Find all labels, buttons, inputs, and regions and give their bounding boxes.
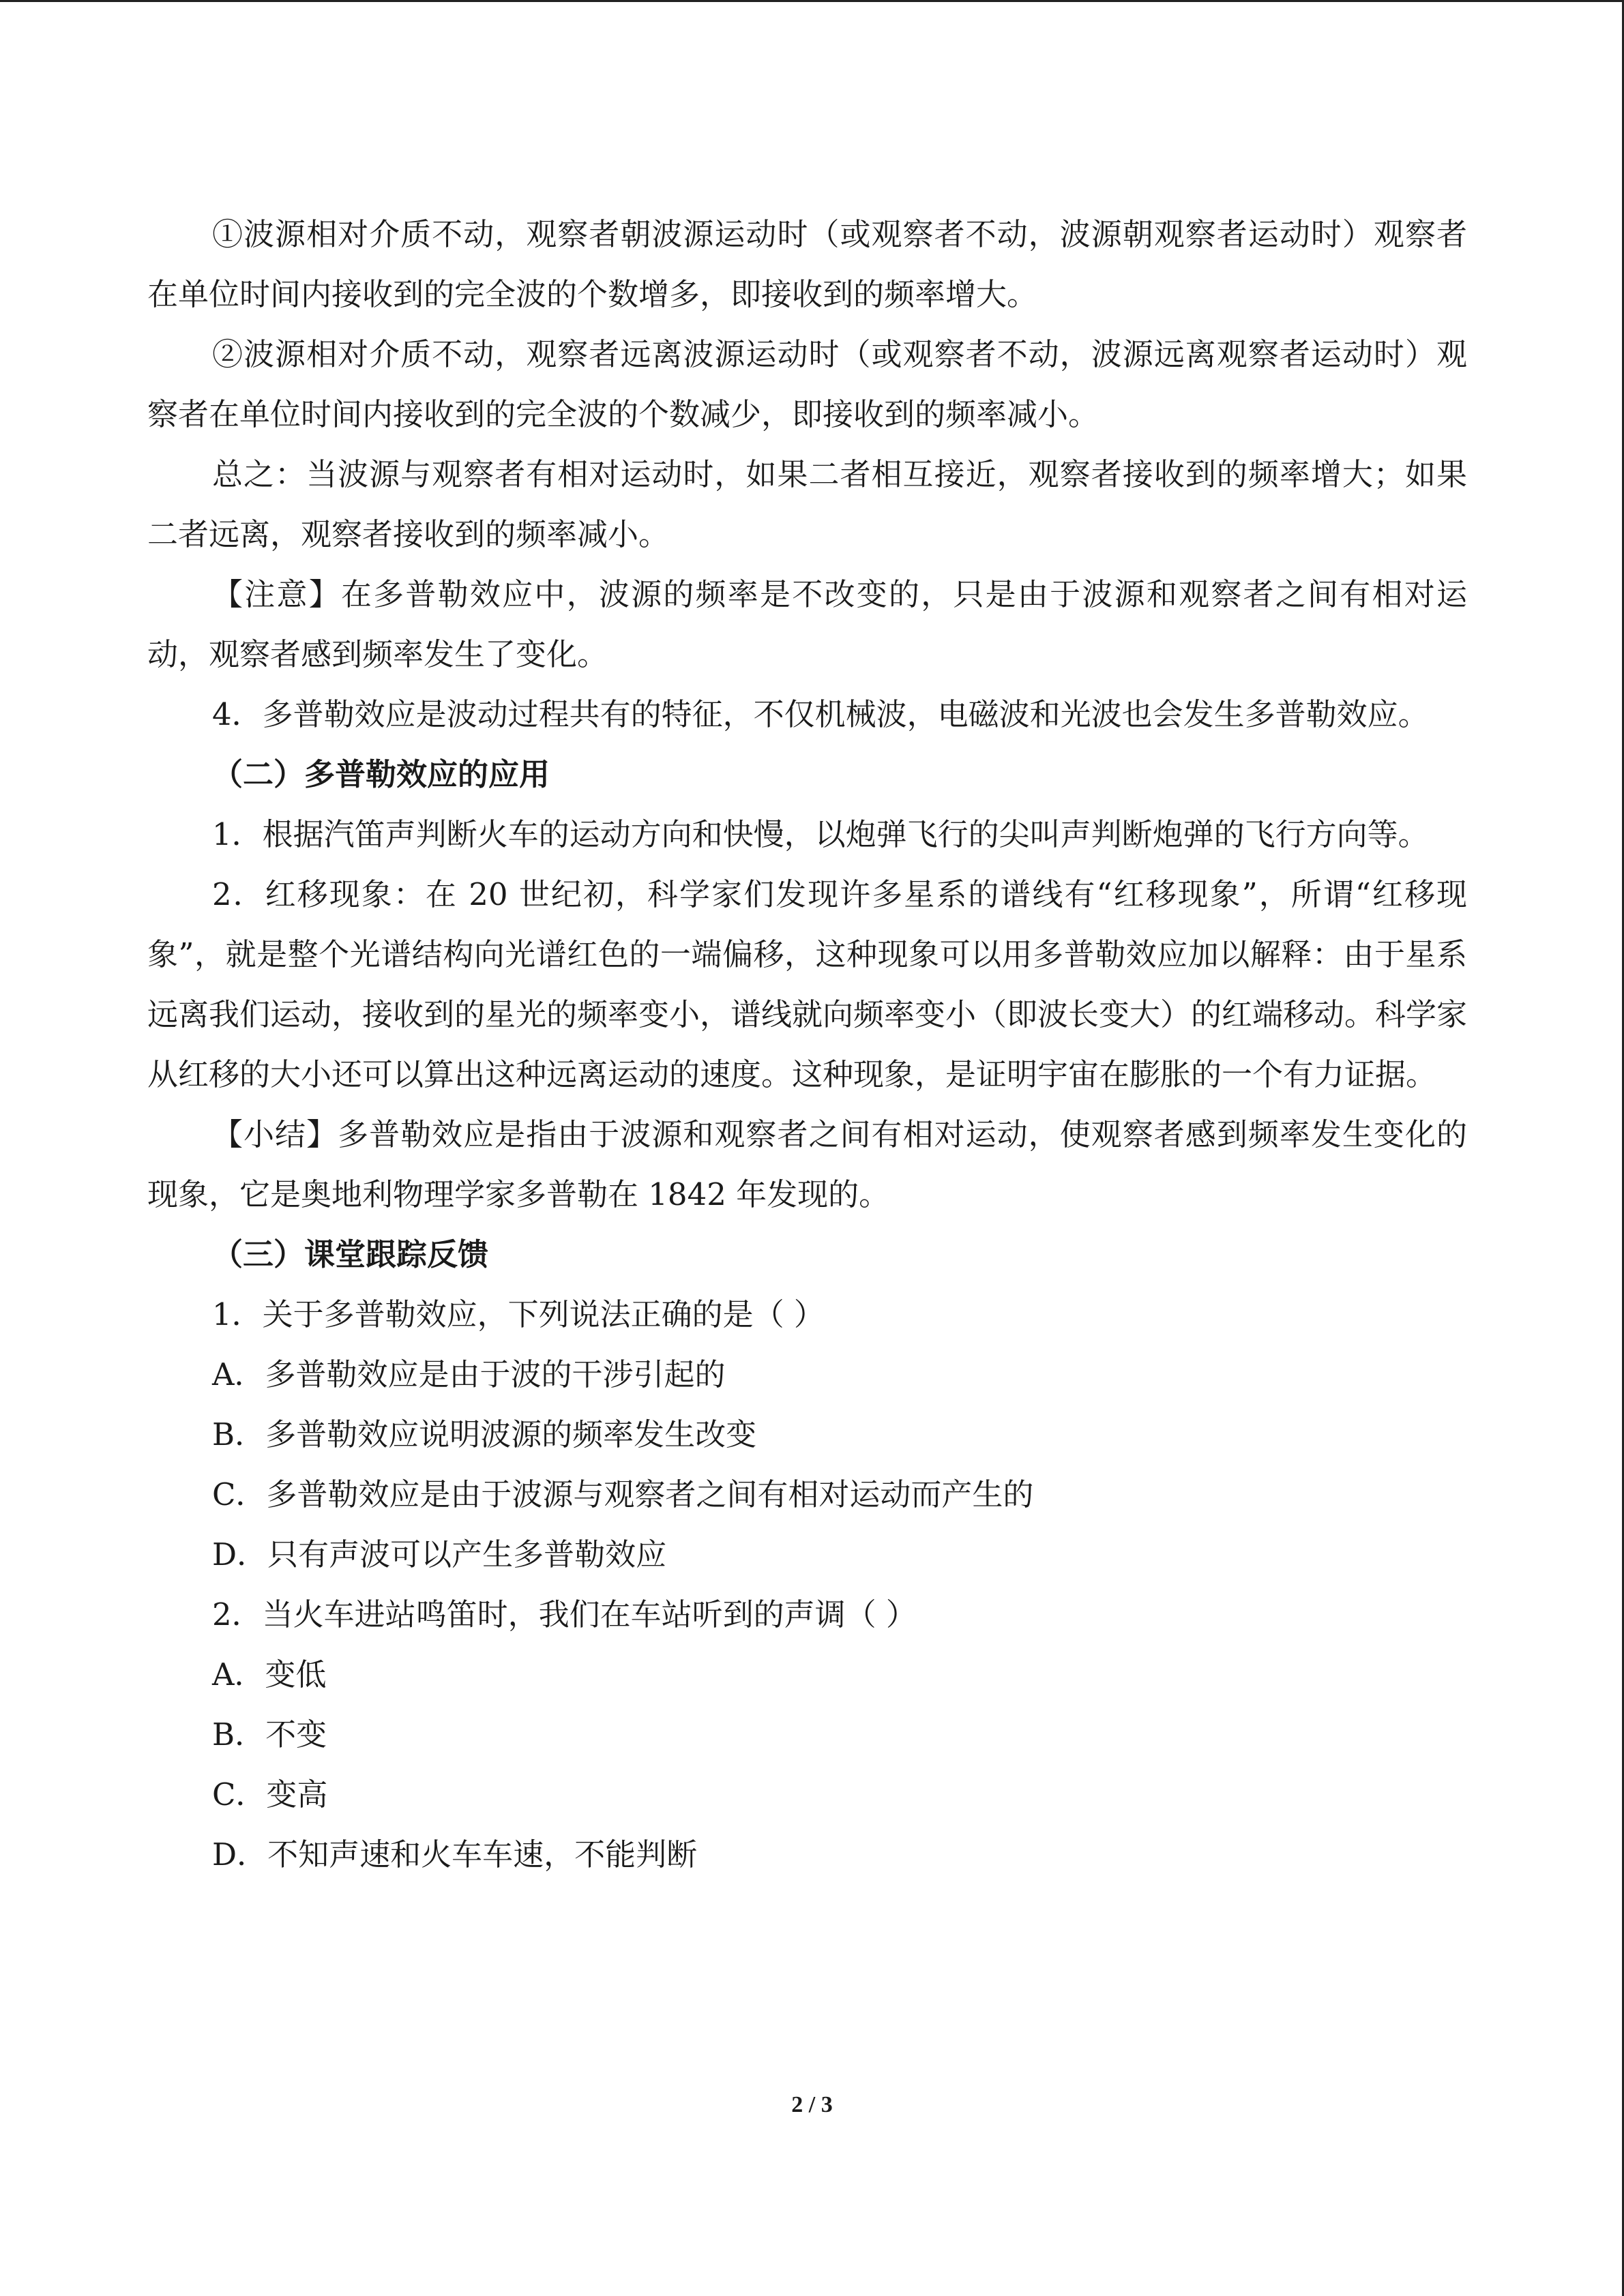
paragraph-point-4: 4．多普勒效应是波动过程共有的特征，不仅机械波，电磁波和光波也会发生多普勒效应。 <box>212 696 1429 732</box>
question-stem: 2．当火车进站鸣笛时，我们在车站听到的声调（ ） <box>212 1596 917 1632</box>
paragraph-application-1: 1．根据汽笛声判断火车的运动方向和快慢，以炮弹飞行的尖叫声判断炮弹的飞行方向等。 <box>212 816 1429 852</box>
option-c: C．变高 <box>212 1776 328 1813</box>
option-b: B．多普勒效应说明波源的频率发生改变 <box>212 1416 757 1452</box>
paragraph-wave-source-recede: ②波源相对介质不动，观察者远离波源运动时（或观察者不动，波源远离观察者运动时）观察者在单位时间内接收到的完全波的个数减少，即接收到的频率减小。 <box>147 336 1467 432</box>
paragraph-note: 【注意】在多普勒效应中，波源的频率是不改变的，只是由于波源和观察者之间有相对运动，观察者感到频率发生了变化。 <box>147 576 1467 672</box>
question-2 <box>147 1585 1467 1885</box>
section-heading-applications: （二）多普勒效应的应用 <box>212 756 550 792</box>
page-number: 2 / 3 <box>791 2092 833 2117</box>
paragraph-summary: 总之：当波源与观察者有相对运动时，如果二者相互接近，观察者接收到的频率增大；如果二者远离，观察者接收到的频率减小。 <box>147 456 1467 552</box>
option-a: A．变低 <box>212 1656 327 1693</box>
document-body <box>147 205 1467 1885</box>
paragraph-wave-source-approach: ①波源相对介质不动，观察者朝波源运动时（或观察者不动，波源朝观察者运动时）观察者在单位时间内接收到的完全波的个数增多，即接收到的频率增大。 <box>147 216 1467 312</box>
option-d: D．只有声波可以产生多普勒效应 <box>212 1536 667 1572</box>
question-1 <box>147 1285 1467 1585</box>
section-heading-feedback: （三）课堂跟踪反馈 <box>212 1236 489 1272</box>
option-a: A．多普勒效应是由于波的干涉引起的 <box>212 1356 726 1392</box>
question-stem: 1．关于多普勒效应，下列说法正确的是（ ） <box>212 1296 825 1332</box>
option-b: B．不变 <box>212 1716 327 1753</box>
paragraph-redshift: 2．红移现象：在 20 世纪初，科学家们发现许多星系的谱线有“红移现象”，所谓“红移现象”，就是整个光谱结构向光谱红色的一端偏移，这种现象可以用多普勒效应加以解释：由于星系远离我们运动，接收到的星光的频率变小，谱线就向频率变小（即波长变大）的红端移动。科学家从红移的大小还可以算出这种远离运动的速度。这种现象，是证明宇宙在膨胀的一个有力证据。 <box>147 876 1468 1092</box>
option-d: D．不知声速和火车车速，不能判断 <box>212 1836 698 1873</box>
option-c: C．多普勒效应是由于波源与观察者之间有相对运动而产生的 <box>212 1476 1034 1512</box>
paragraph-conclusion: 【小结】多普勒效应是指由于波源和观察者之间有相对运动，使观察者感到频率发生变化的现象，它是奥地利物理学家多普勒在 1842 年发现的。 <box>147 1116 1467 1212</box>
page-border-top <box>0 0 1624 2</box>
